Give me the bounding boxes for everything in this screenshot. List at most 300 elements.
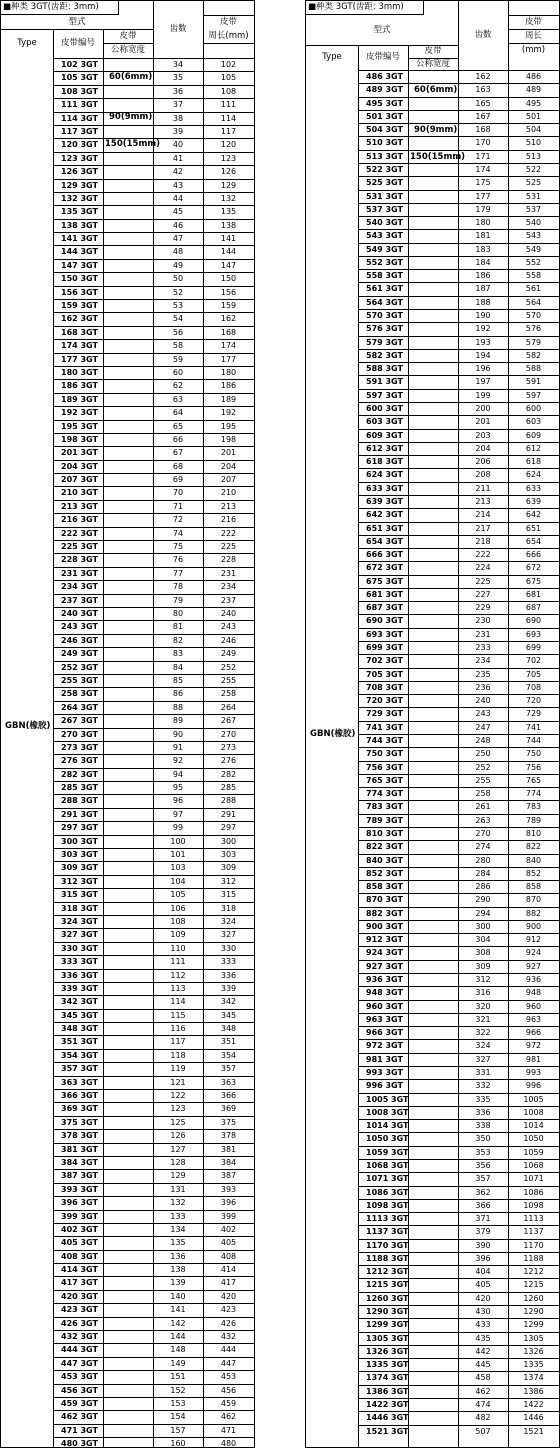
table-row	[53, 138, 254, 151]
teeth-cell: 64	[172, 408, 184, 418]
table-row	[53, 286, 254, 299]
teeth-cell: 350	[475, 1134, 491, 1144]
belt-code-cell: 993 3GT	[366, 1068, 403, 1077]
perimeter-cell: 249	[220, 649, 237, 659]
table-row	[358, 349, 559, 362]
perimeter-cell: 459	[220, 1399, 237, 1408]
table-row	[358, 243, 559, 256]
belt-code-cell: 351 3GT	[61, 1037, 98, 1047]
table-row	[358, 442, 559, 455]
teeth-cell: 88	[172, 702, 184, 712]
teeth-cell: 97	[172, 809, 184, 819]
kind-label-right: ■种类 3GT(齿距: 3mm)	[306, 1, 424, 15]
teeth-cell: 90	[172, 729, 184, 739]
perimeter-cell: 255	[220, 675, 237, 685]
table-row	[358, 535, 559, 548]
perimeter-cell: 1260	[523, 1293, 544, 1303]
belt-code-cell: 300 3GT	[61, 836, 98, 846]
teeth-cell: 233	[475, 643, 491, 653]
table-row	[53, 1263, 254, 1276]
teeth-cell: 140	[170, 1291, 186, 1301]
belt-code-cell: 870 3GT	[366, 895, 403, 905]
table-row	[53, 152, 254, 165]
table-row	[358, 123, 559, 136]
perimeter-cell: 300	[220, 836, 237, 846]
teeth-cell: 290	[475, 895, 491, 905]
table-row	[53, 98, 254, 111]
table-row	[358, 628, 559, 641]
teeth-cell: 362	[475, 1187, 491, 1197]
teeth-cell: 390	[475, 1240, 491, 1250]
belt-code-cell: 624 3GT	[366, 470, 403, 480]
perimeter-cell: 453	[220, 1372, 237, 1382]
table-row	[358, 1252, 559, 1265]
belt-code-cell: 1170 3GT	[366, 1240, 409, 1250]
teeth-cell: 188	[475, 297, 491, 307]
table-row	[358, 309, 559, 322]
teeth-cell: 183	[475, 244, 491, 254]
table-row	[53, 125, 254, 138]
teeth-cell: 175	[475, 178, 491, 188]
teeth-cell: 280	[475, 855, 491, 865]
perimeter-cell: 963	[525, 1014, 542, 1024]
table-row	[358, 1119, 559, 1132]
table-row	[358, 402, 559, 415]
perimeter-cell: 1050	[523, 1134, 544, 1144]
perimeter-cell: 129	[220, 180, 237, 190]
belt-code-cell: 750 3GT	[366, 749, 403, 759]
kind-label: ■种类 3GT(齿距: 3mm)	[1, 1, 119, 15]
perimeter-cell: 189	[220, 394, 237, 404]
teeth-cell: 81	[172, 622, 184, 632]
belt-code-cell: 1386 3GT	[366, 1386, 409, 1396]
teeth-cell: 180	[475, 218, 491, 228]
belt-code-cell: 324 3GT	[61, 916, 98, 926]
perimeter-cell: 729	[525, 709, 542, 719]
perimeter-cell: 552	[525, 257, 542, 267]
table-row	[358, 867, 559, 880]
perimeter-cell: 159	[220, 301, 237, 311]
belt-code-cell: 333 3GT	[61, 957, 98, 967]
perimeter-cell: 609	[525, 430, 542, 440]
table-row	[358, 575, 559, 588]
teeth-cell: 442	[475, 1346, 491, 1356]
table-row	[53, 982, 254, 995]
belt-code-cell: 1098 3GT	[366, 1200, 409, 1210]
table-row	[358, 415, 559, 428]
belt-code-cell: 123 3GT	[61, 153, 98, 163]
perimeter-cell: 504	[525, 125, 542, 135]
belt-code-header-right: 皮带编号	[365, 52, 400, 62]
belt-code-cell: 177 3GT	[61, 354, 98, 364]
perimeter-cell: 639	[525, 496, 542, 506]
teeth-cell: 179	[475, 204, 491, 214]
table-row	[358, 429, 559, 442]
belt-code-cell: 1086 3GT	[366, 1187, 409, 1197]
perimeter-cell: 369	[220, 1104, 237, 1114]
table-row	[53, 1169, 254, 1182]
teeth-cell: 71	[172, 501, 184, 511]
table-row	[53, 1437, 254, 1450]
perimeter-cell: 207	[220, 475, 237, 485]
perimeter-cell: 774	[525, 789, 542, 799]
teeth-cell: 243	[475, 709, 491, 719]
teeth-cell: 127	[170, 1144, 186, 1154]
table-row	[53, 85, 254, 98]
perimeter-cell: 234	[220, 582, 237, 592]
teeth-cell: 162	[475, 72, 491, 81]
belt-code-cell: 102 3GT	[61, 60, 98, 69]
table-row	[53, 527, 254, 540]
teeth-cell: 181	[475, 231, 491, 241]
perimeter-cell: 1215	[523, 1280, 544, 1290]
belt-code-cell: 633 3GT	[366, 483, 403, 493]
teeth-cell: 91	[172, 742, 184, 752]
teeth-cell: 474	[475, 1400, 491, 1409]
teeth-cell: 83	[172, 649, 184, 659]
perimeter-cell: 297	[220, 823, 237, 833]
belt-code-cell: 744 3GT	[366, 736, 403, 745]
teeth-cell: 135	[170, 1238, 186, 1248]
perimeter-cell: 537	[525, 204, 542, 214]
teeth-cell: 101	[170, 850, 186, 859]
belt-code-cell: 135 3GT	[61, 207, 98, 217]
belt-code-cell: 147 3GT	[61, 260, 98, 270]
table-row	[53, 1210, 254, 1223]
table-row	[358, 1186, 559, 1199]
table-row	[358, 1039, 559, 1052]
belt-code-cell: 189 3GT	[61, 394, 98, 404]
teeth-cell: 72	[172, 515, 184, 525]
belt-code-cell: 882 3GT	[366, 908, 403, 918]
table-row	[358, 110, 559, 123]
teeth-cell: 338	[475, 1121, 491, 1131]
perimeter-cell: 852	[525, 868, 542, 878]
perimeter-cell: 270	[220, 729, 237, 739]
teeth-cell: 320	[475, 1001, 491, 1011]
teeth-cell: 111	[170, 957, 186, 967]
table-row	[358, 1345, 559, 1358]
perimeter-cell: 603	[525, 417, 542, 427]
perimeter-cell: 123	[220, 153, 237, 163]
table-row	[53, 607, 254, 620]
perimeter-cell: 258	[220, 689, 237, 699]
teeth-cell: 114	[170, 997, 186, 1007]
belt-code-cell: 765 3GT	[366, 775, 403, 785]
teeth-cell: 134	[170, 1224, 186, 1234]
belt-width-header-right-1: 皮带	[424, 46, 442, 56]
table-row	[53, 165, 254, 178]
teeth-cell: 324	[475, 1041, 491, 1051]
teeth-cell: 54	[172, 314, 184, 324]
belt-code-cell: 741 3GT	[366, 722, 403, 732]
belt-code-cell: 549 3GT	[366, 244, 403, 254]
table-row	[358, 694, 559, 707]
table-row	[53, 928, 254, 941]
perimeter-cell: 612	[525, 443, 542, 453]
belt-code-cell: 174 3GT	[61, 341, 98, 351]
belt-code-cell: 558 3GT	[366, 271, 403, 281]
teeth-cell: 263	[475, 815, 491, 825]
table-row	[358, 1292, 559, 1305]
table-row	[358, 880, 559, 893]
perimeter-cell: 750	[525, 749, 542, 759]
teeth-cell: 168	[475, 125, 491, 135]
belt-code-cell: 447 3GT	[61, 1358, 98, 1368]
belt-code-cell: 564 3GT	[366, 297, 403, 307]
teeth-cell: 366	[475, 1200, 491, 1210]
perimeter-cell: 1422	[523, 1400, 544, 1409]
teeth-cell: 335	[475, 1094, 491, 1104]
table-row	[53, 58, 254, 71]
width-60: 60(6mm)	[109, 72, 153, 82]
belt-code-cell: 600 3GT	[366, 404, 403, 413]
perimeter-cell: 744	[525, 736, 542, 745]
teeth-cell: 94	[172, 769, 184, 779]
table-row	[358, 1199, 559, 1212]
perimeter-cell: 765	[525, 775, 542, 785]
perimeter-cell: 525	[525, 178, 542, 188]
teeth-cell: 187	[475, 284, 491, 294]
belt-code-cell: 1137 3GT	[366, 1227, 409, 1237]
table-row	[358, 362, 559, 375]
perimeter-cell: 312	[220, 876, 237, 886]
teeth-cell: 80	[172, 608, 184, 618]
perimeter-cell: 399	[220, 1211, 237, 1221]
belt-code-cell: 912 3GT	[366, 935, 403, 945]
table-row	[53, 1196, 254, 1209]
table-row	[53, 1424, 254, 1437]
table-row	[358, 1358, 559, 1371]
table-row	[53, 1102, 254, 1115]
teeth-cell: 331	[475, 1068, 491, 1077]
teeth-cell: 433	[475, 1320, 491, 1330]
table-row	[358, 150, 559, 163]
table-row	[53, 71, 254, 84]
perimeter-cell: 588	[525, 364, 542, 374]
belt-code-cell: 591 3GT	[366, 377, 403, 387]
table-row	[53, 1290, 254, 1303]
belt-code-cell: 312 3GT	[61, 876, 98, 886]
belt-code-cell: 513 3GT	[366, 151, 403, 161]
belt-code-cell: 303 3GT	[61, 850, 98, 859]
teeth-cell: 59	[172, 354, 184, 364]
width-60-right: 60(6mm)	[414, 85, 458, 95]
perimeter-cell: 426	[220, 1318, 237, 1328]
perimeter-cell: 1008	[523, 1107, 544, 1117]
perimeter-cell: 288	[220, 796, 237, 806]
table-row	[358, 1225, 559, 1238]
perimeter-cell: 177	[220, 354, 237, 364]
table-row	[358, 734, 559, 747]
teeth-cell: 199	[475, 390, 491, 400]
perimeter-header-1: 皮带	[219, 16, 237, 27]
belt-code-cell: 180 3GT	[61, 367, 98, 377]
perimeter-cell: 681	[525, 589, 542, 599]
teeth-cell: 160	[170, 1439, 186, 1449]
table-row	[53, 112, 254, 125]
perimeter-cell: 420	[220, 1291, 237, 1301]
perimeter-cell: 741	[525, 722, 542, 732]
table-row	[53, 1129, 254, 1142]
table-row	[53, 1076, 254, 1089]
belt-table-left	[0, 0, 255, 1448]
perimeter-cell: 354	[220, 1050, 237, 1060]
teeth-cell: 123	[170, 1104, 186, 1114]
table-row	[358, 522, 559, 535]
belt-code-cell: 981 3GT	[366, 1054, 403, 1064]
perimeter-cell: 402	[220, 1224, 237, 1234]
teeth-cell: 192	[475, 324, 491, 334]
belt-code-cell: 141 3GT	[61, 234, 98, 244]
table-row	[358, 827, 559, 840]
table-row	[358, 1132, 559, 1145]
teeth-cell: 125	[170, 1117, 186, 1127]
table-row	[53, 1009, 254, 1022]
teeth-cell: 104	[170, 876, 186, 886]
belt-code-cell: 642 3GT	[366, 510, 403, 520]
teeth-cell: 42	[172, 167, 184, 177]
teeth-cell: 40	[172, 140, 184, 150]
perimeter-cell: 378	[220, 1131, 237, 1141]
teeth-cell: 230	[475, 616, 491, 626]
perimeter-cell: 174	[220, 341, 237, 351]
teeth-cell: 121	[170, 1077, 186, 1087]
perimeter-cell: 252	[220, 662, 237, 672]
table-row	[53, 366, 254, 379]
teeth-cell: 203	[475, 430, 491, 440]
width-90-right: 90(9mm)	[414, 125, 458, 135]
teeth-cell: 222	[475, 550, 491, 560]
teeth-cell: 69	[172, 475, 184, 485]
belt-code-cell: 693 3GT	[366, 629, 403, 639]
belt-code-cell: 576 3GT	[366, 324, 403, 334]
table-row	[53, 1357, 254, 1370]
belt-code-cell: 570 3GT	[366, 311, 403, 321]
table-row	[358, 136, 559, 149]
perimeter-cell: 1005	[523, 1094, 544, 1104]
belt-code-cell: 354 3GT	[61, 1050, 98, 1060]
table-row	[53, 1303, 254, 1316]
teeth-header-right: 齿数	[474, 30, 492, 40]
table-row	[53, 1223, 254, 1236]
table-row	[53, 701, 254, 714]
teeth-cell: 126	[170, 1131, 186, 1141]
belt-code-cell: 297 3GT	[61, 823, 98, 833]
table-row	[53, 794, 254, 807]
table-row	[358, 1146, 559, 1159]
perimeter-cell: 510	[525, 138, 542, 148]
belt-code-cell: 222 3GT	[61, 528, 98, 538]
teeth-cell: 236	[475, 682, 491, 692]
teeth-cell: 115	[170, 1010, 186, 1020]
table-row	[358, 933, 559, 946]
belt-code-cell: 420 3GT	[61, 1291, 98, 1301]
belt-code-header: 皮带编号	[60, 38, 95, 48]
table-row	[358, 256, 559, 269]
belt-code-cell: 339 3GT	[61, 983, 98, 993]
belt-code-cell: 960 3GT	[366, 1001, 403, 1011]
belt-code-cell: 345 3GT	[61, 1010, 98, 1020]
teeth-cell: 208	[475, 470, 491, 480]
table-row	[53, 567, 254, 580]
table-row	[358, 1265, 559, 1278]
belt-code-cell: 858 3GT	[366, 882, 403, 892]
belt-code-cell: 1260 3GT	[366, 1293, 409, 1303]
table-row	[53, 861, 254, 874]
teeth-cell: 128	[170, 1157, 186, 1167]
belt-code-cell: 384 3GT	[61, 1157, 98, 1167]
perimeter-cell: 210	[220, 488, 237, 498]
perimeter-cell: 336	[220, 970, 237, 980]
teeth-cell: 234	[475, 656, 491, 666]
table-row	[358, 814, 559, 827]
perimeter-cell: 273	[220, 742, 237, 752]
table-row	[358, 1159, 559, 1172]
width-150: 150(15mm)	[105, 139, 161, 149]
perimeter-cell: 228	[220, 555, 237, 565]
perimeter-cell: 357	[220, 1064, 237, 1074]
table-row	[358, 1411, 559, 1424]
perimeter-cell: 960	[525, 1001, 542, 1011]
perimeter-cell: 705	[525, 669, 542, 679]
teeth-cell: 231	[475, 629, 491, 639]
teeth-cell: 430	[475, 1307, 491, 1317]
perimeter-cell: 315	[220, 890, 237, 900]
table-row	[358, 1053, 559, 1066]
table-row	[358, 482, 559, 495]
belt-code-cell: 654 3GT	[366, 536, 403, 546]
table-row	[53, 339, 254, 352]
teeth-cell: 240	[475, 696, 491, 706]
teeth-cell: 95	[172, 783, 184, 793]
teeth-cell: 38	[172, 113, 184, 123]
belt-code-cell: 414 3GT	[61, 1265, 98, 1275]
teeth-cell: 96	[172, 796, 184, 806]
belt-code-cell: 114 3GT	[61, 113, 98, 123]
belt-code-cell: 1014 3GT	[366, 1121, 409, 1131]
table-row	[53, 1049, 254, 1062]
table-row	[53, 942, 254, 955]
perimeter-cell: 225	[220, 542, 237, 552]
belt-code-cell: 774 3GT	[366, 789, 403, 799]
perimeter-cell: 267	[220, 716, 237, 726]
teeth-cell: 445	[475, 1360, 491, 1370]
belt-code-cell: 213 3GT	[61, 501, 98, 511]
belt-code-cell: 525 3GT	[366, 178, 403, 188]
perimeter-cell: 708	[525, 682, 542, 692]
perimeter-cell: 141	[220, 234, 237, 244]
teeth-cell: 144	[170, 1332, 186, 1342]
belt-code-cell: 936 3GT	[366, 975, 403, 985]
perimeter-header-right-3: (mm)	[521, 44, 546, 55]
belt-code-cell: 459 3GT	[61, 1399, 98, 1408]
teeth-cell: 119	[170, 1064, 186, 1074]
table-row	[53, 808, 254, 821]
table-row	[53, 1035, 254, 1048]
teeth-cell: 46	[172, 220, 184, 230]
belt-code-cell: 666 3GT	[366, 550, 403, 560]
table-row	[53, 1276, 254, 1289]
teeth-cell: 85	[172, 675, 184, 685]
teeth-cell: 171	[475, 151, 491, 161]
teeth-cell: 106	[170, 903, 186, 913]
perimeter-cell: 204	[220, 461, 237, 471]
table-row	[53, 245, 254, 258]
table-row	[53, 540, 254, 553]
table-row	[358, 176, 559, 189]
teeth-cell: 48	[172, 247, 184, 257]
